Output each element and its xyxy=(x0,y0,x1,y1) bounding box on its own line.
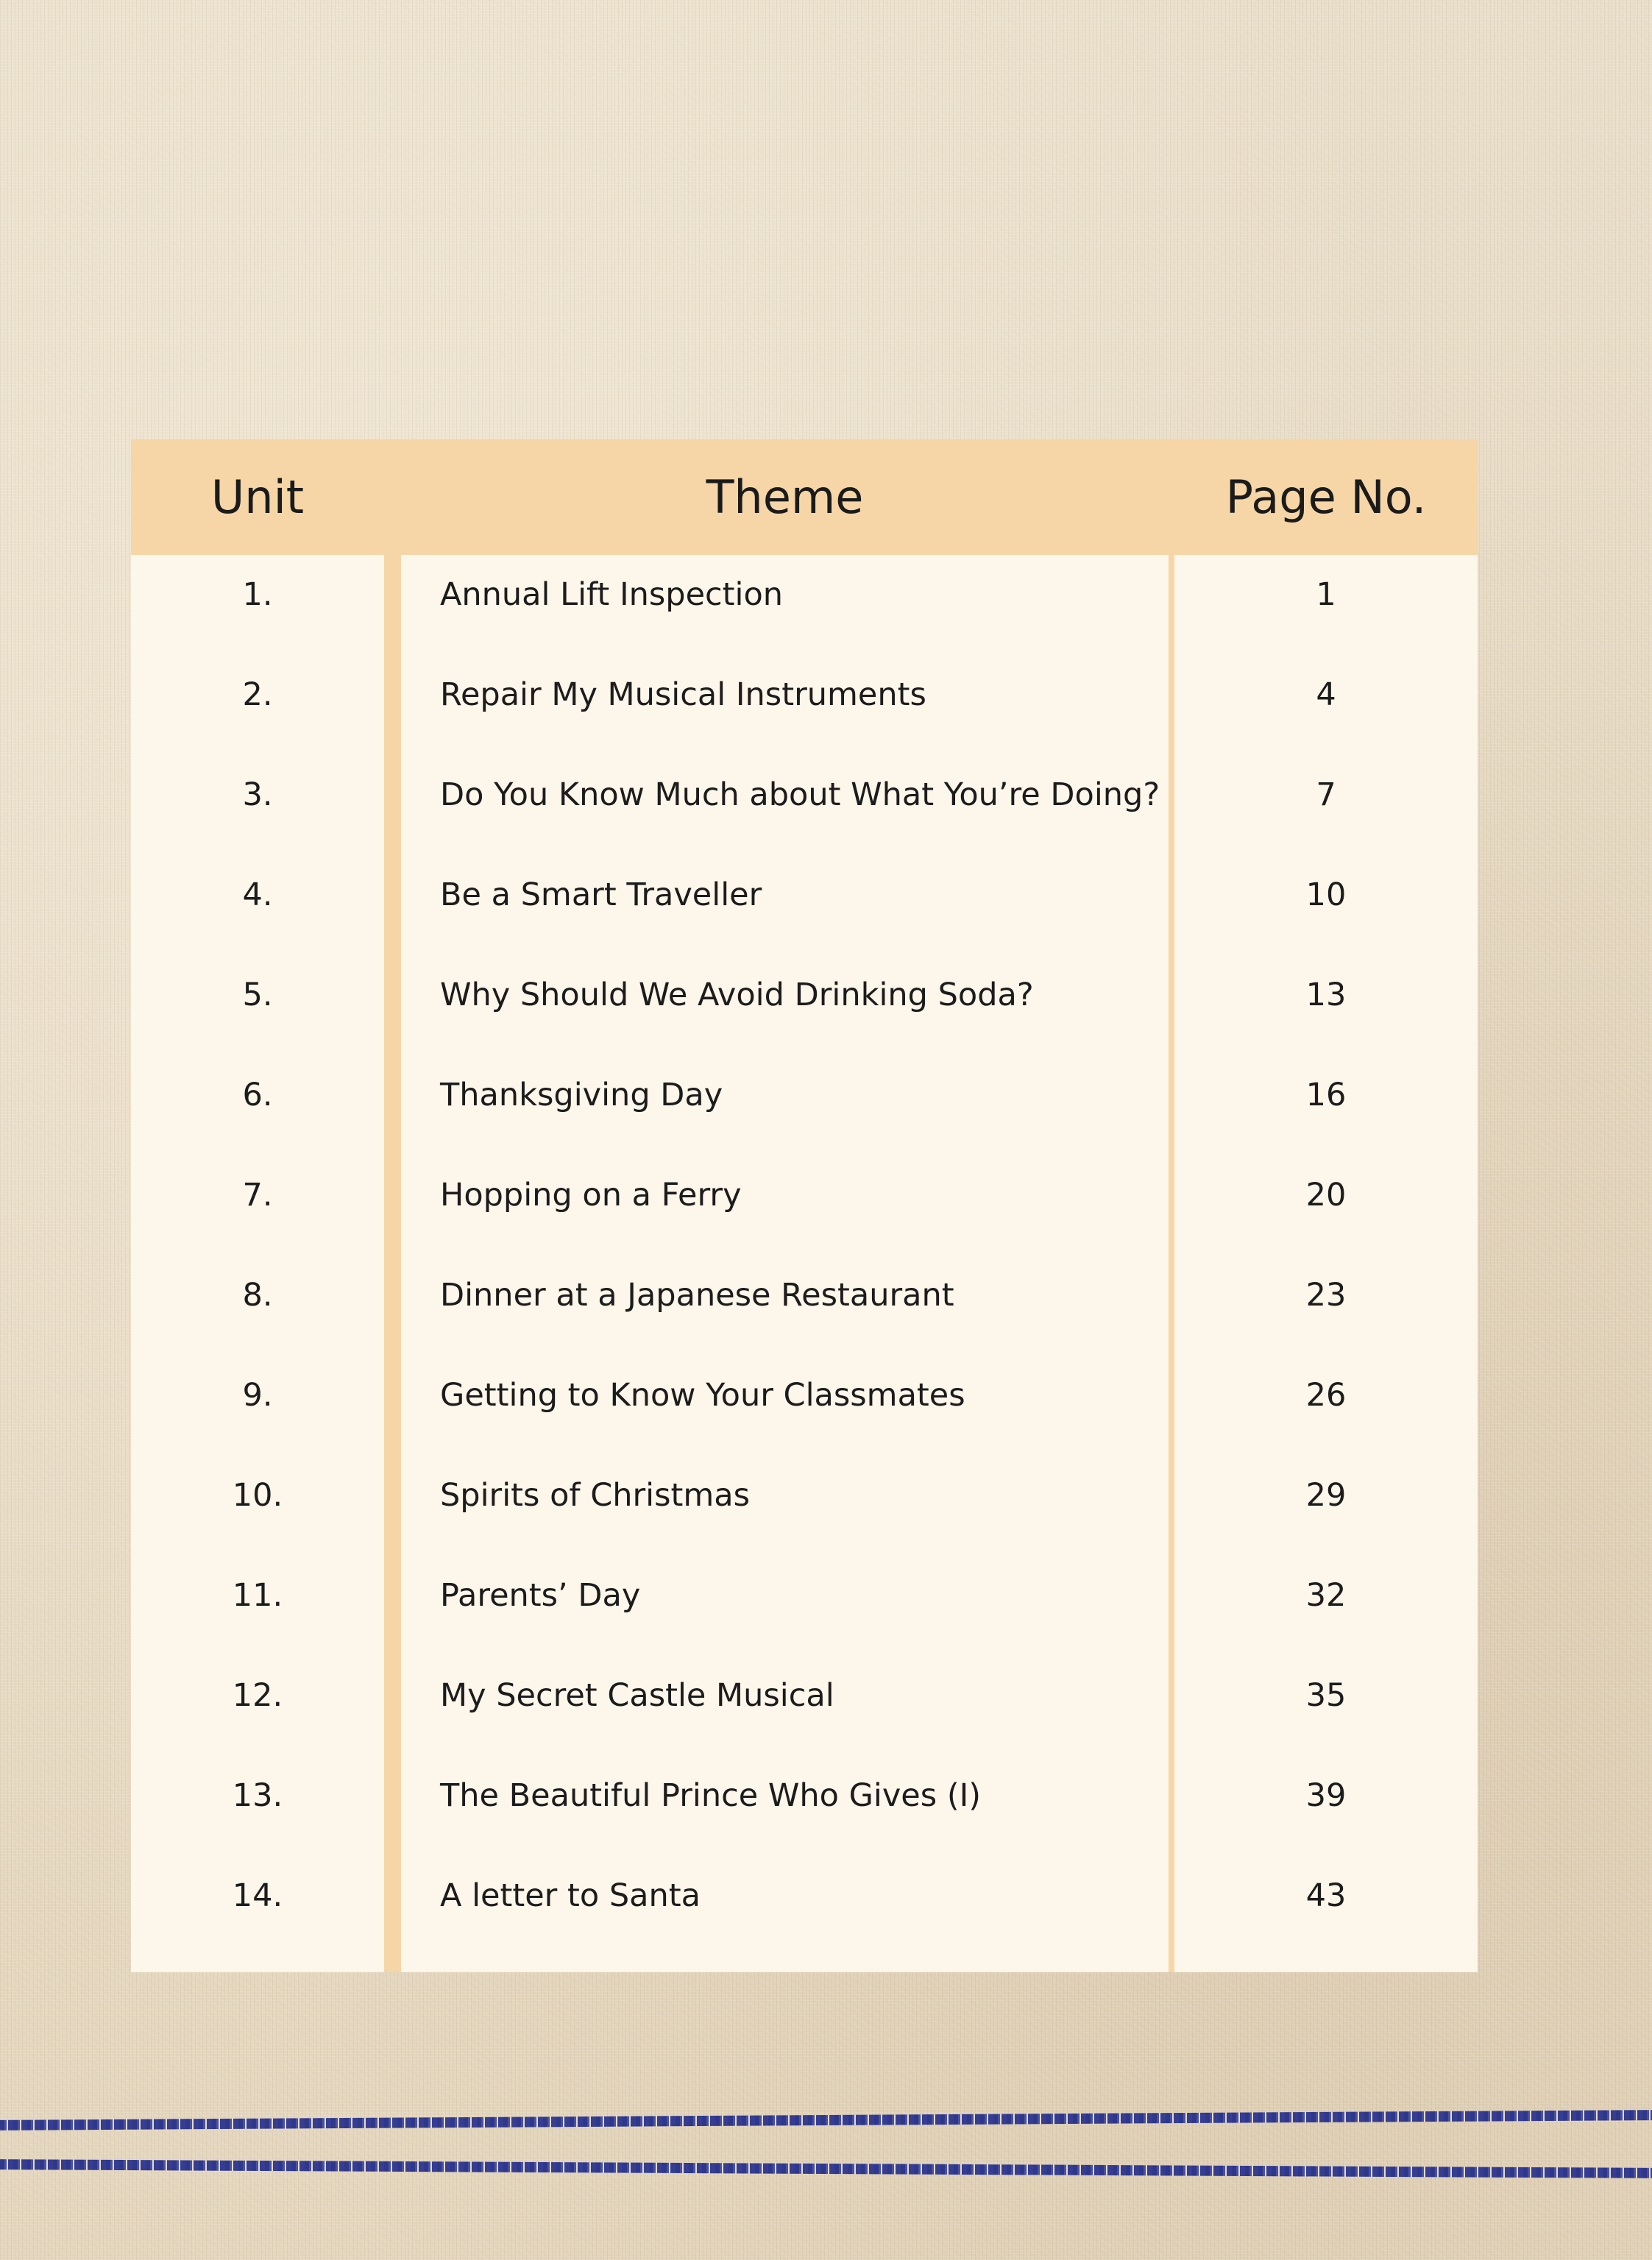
table-row xyxy=(131,955,1478,1055)
unit-number: 8. xyxy=(242,1277,273,1314)
table-row xyxy=(131,855,1478,955)
table-row xyxy=(131,1756,1478,1856)
unit-number: 1. xyxy=(242,576,273,613)
unit-number: 14. xyxy=(232,1877,283,1914)
theme-title: Do You Know Much about What You’re Doing? xyxy=(440,776,1160,813)
table-row xyxy=(131,755,1478,855)
unit-number: 11. xyxy=(232,1577,283,1614)
theme-title: Be a Smart Traveller xyxy=(440,876,762,913)
unit-number: 6. xyxy=(242,1077,273,1113)
theme-title: Spirits of Christmas xyxy=(440,1477,751,1514)
unit-number: 5. xyxy=(242,977,273,1013)
page-number: 35 xyxy=(1305,1677,1347,1714)
page-number: 20 xyxy=(1305,1177,1347,1214)
table-row xyxy=(131,1856,1478,1956)
table-row xyxy=(131,1155,1478,1255)
page-number: 13 xyxy=(1305,977,1347,1013)
page-number: 43 xyxy=(1305,1877,1347,1914)
table-row xyxy=(131,655,1478,755)
theme-title: Hopping on a Ferry xyxy=(440,1177,742,1214)
page-number: 7 xyxy=(1316,776,1336,813)
page-number: 1 xyxy=(1316,576,1336,613)
unit-number: 9. xyxy=(242,1377,273,1414)
page-number: 29 xyxy=(1305,1477,1347,1514)
theme-title: Dinner at a Japanese Restaurant xyxy=(440,1277,954,1314)
page-number: 23 xyxy=(1305,1277,1347,1314)
page-number: 26 xyxy=(1305,1377,1347,1414)
page-number: 10 xyxy=(1305,876,1347,913)
unit-number: 4. xyxy=(242,876,273,913)
table-row xyxy=(131,1356,1478,1456)
blue-woven-stripe xyxy=(0,2159,1652,2178)
page-number: 4 xyxy=(1316,676,1336,713)
table-row xyxy=(131,1255,1478,1356)
header-unit: Unit xyxy=(210,470,305,524)
theme-title: Annual Lift Inspection xyxy=(440,576,784,613)
table-row xyxy=(131,1656,1478,1756)
theme-title: Thanksgiving Day xyxy=(440,1077,723,1113)
unit-number: 2. xyxy=(242,676,273,713)
table-row xyxy=(131,1556,1478,1656)
unit-number: 13. xyxy=(232,1777,283,1814)
table-row xyxy=(131,1456,1478,1556)
unit-number: 10. xyxy=(232,1477,283,1514)
theme-title: Parents’ Day xyxy=(440,1577,641,1614)
blue-woven-stripe xyxy=(0,2110,1652,2130)
page-number: 16 xyxy=(1305,1077,1347,1113)
table-row xyxy=(131,1055,1478,1155)
theme-title: Getting to Know Your Classmates xyxy=(440,1377,965,1414)
page-number: 32 xyxy=(1305,1577,1347,1614)
page-number: 39 xyxy=(1305,1777,1347,1814)
header-page-no: Page No. xyxy=(1225,470,1427,524)
unit-number: 3. xyxy=(242,776,273,813)
theme-title: The Beautiful Prince Who Gives (I) xyxy=(440,1777,982,1814)
table-of-contents xyxy=(131,439,1478,1972)
unit-number: 12. xyxy=(232,1677,283,1714)
table-header xyxy=(131,439,1478,555)
theme-title: My Secret Castle Musical xyxy=(440,1677,834,1714)
theme-title: A letter to Santa xyxy=(440,1877,701,1914)
theme-title: Why Should We Avoid Drinking Soda? xyxy=(440,977,1034,1013)
theme-title: Repair My Musical Instruments xyxy=(440,676,926,713)
header-theme: Theme xyxy=(706,470,864,524)
unit-number: 7. xyxy=(242,1177,273,1214)
table-row xyxy=(131,555,1478,655)
